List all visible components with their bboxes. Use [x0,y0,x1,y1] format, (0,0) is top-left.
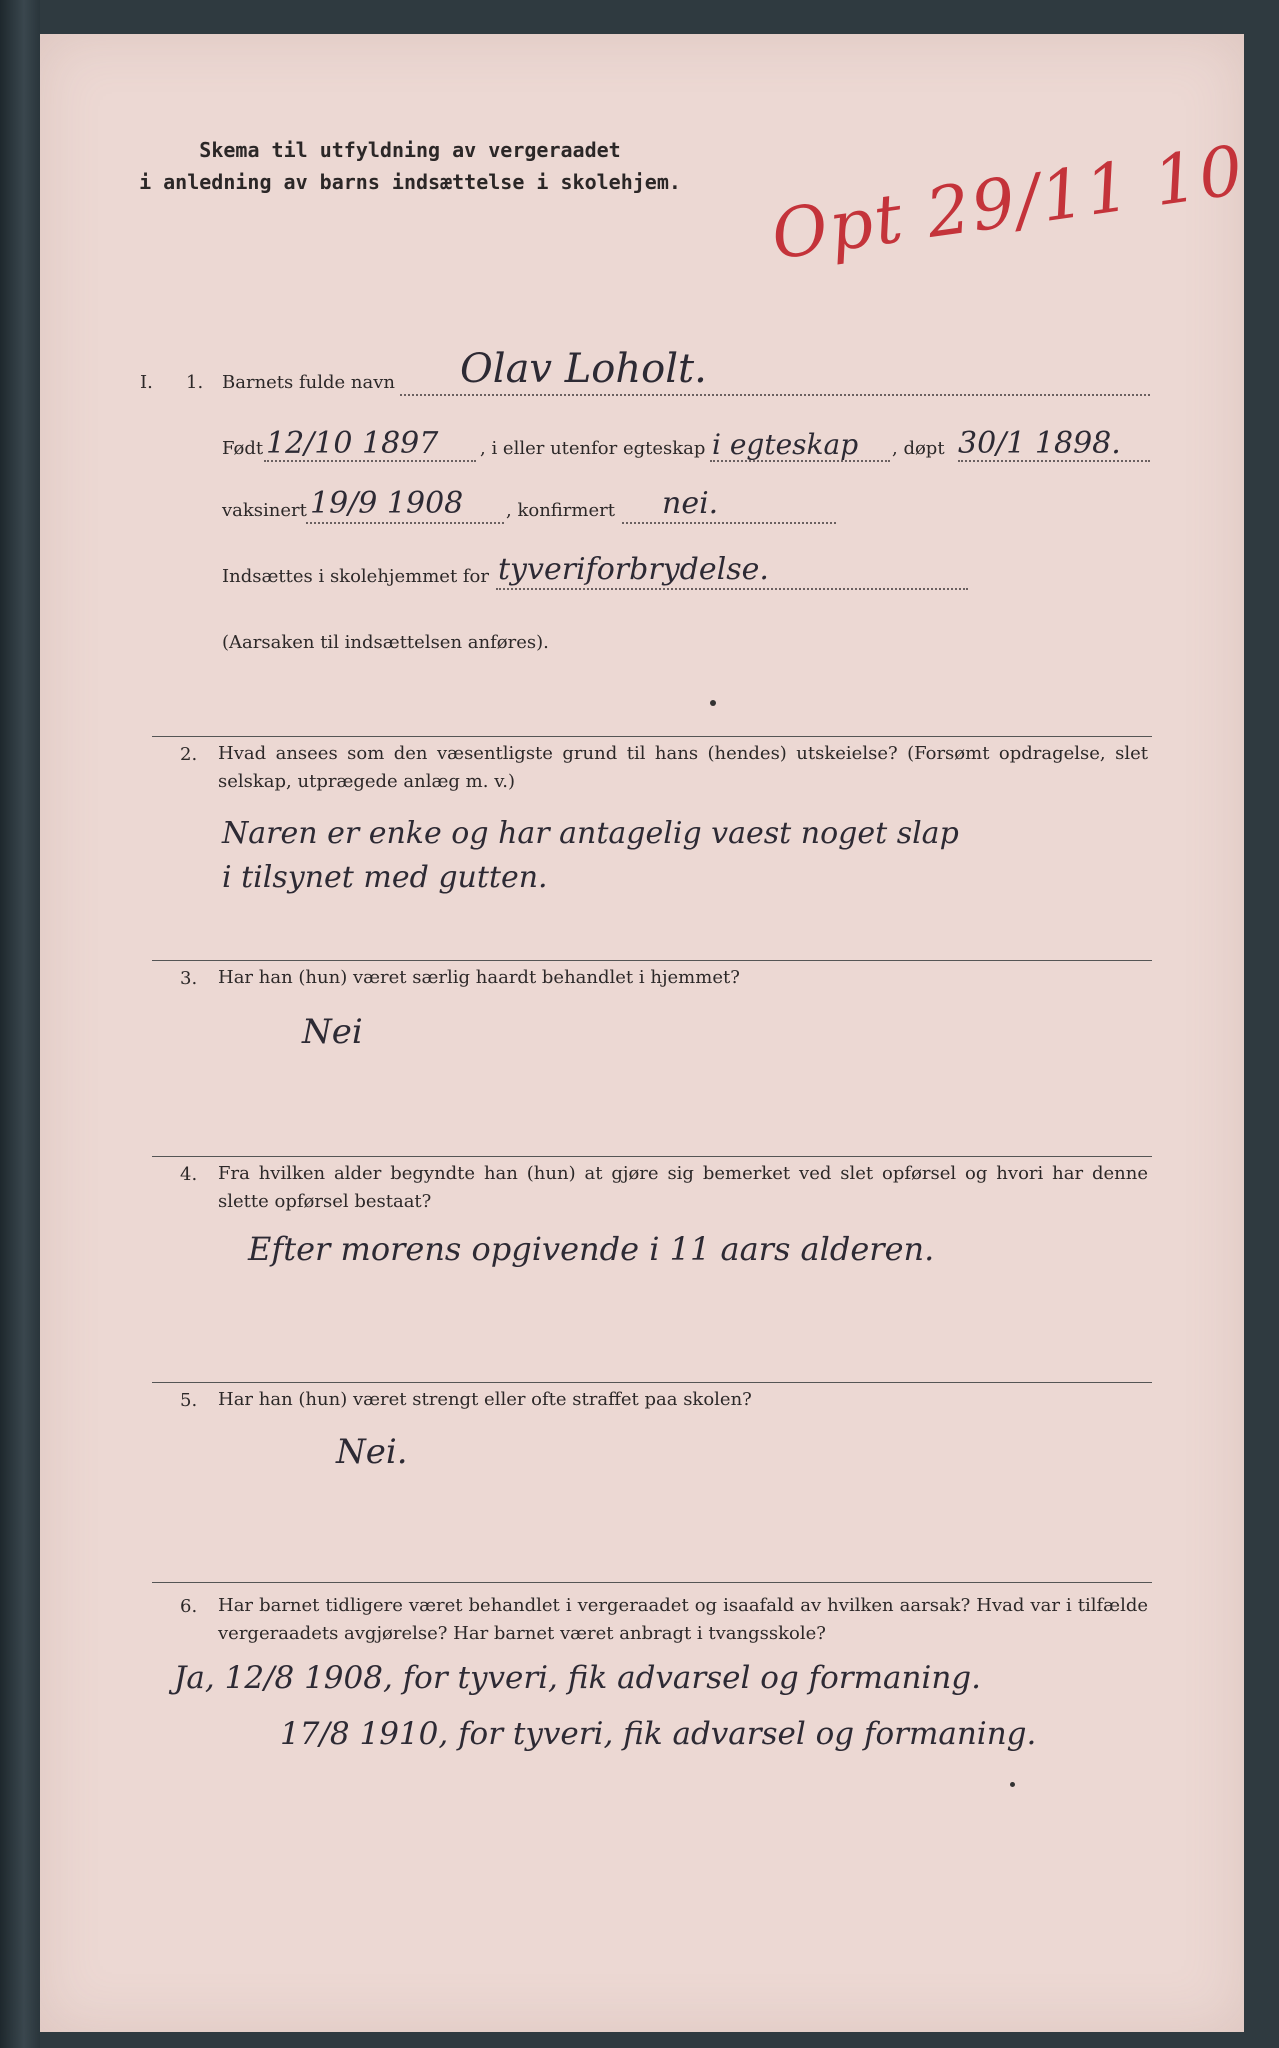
ink-dot [710,700,716,706]
title-line-2: i anledning av barns indsættelse i skolehjem. [139,170,681,194]
born-value: 12/10 1897 [266,426,439,461]
baptized-value: 30/1 1898. [958,426,1121,461]
question-4-number: 4. [180,1164,198,1185]
divider-3 [152,1156,1152,1157]
confirmed-value: nei. [662,486,719,521]
question-3-number: 3. [180,968,198,989]
title-line-1: Skema til utfyldning av vergeraadet [199,138,621,162]
section-roman: I. [140,372,153,393]
marital-line [710,460,890,462]
form-sheet [40,34,1250,2032]
question-4-text: Fra hvilken alder begyndte han (hun) at gjøre sig bemerket ved slet opførsel og hvori har denne slette opførsel bestaat? [218,1163,1148,1212]
baptized-label: , døpt [892,438,945,459]
question-6-text: Har barnet tidligere været behandlet i vergeraadet og isaafald av hvilken aarsak? Hvad var i tilfælde vergeraadets avgjørelse? Har barnet været anbragt i tvangsskole? [218,1595,1148,1644]
born-line [264,460,476,462]
reason-note: (Aarsaken til indsættelsen anføres). [222,632,549,653]
question-2-answer-line-1: Naren er enke og har antagelig vaest noget slap [222,816,959,851]
question-1-number: 1. [186,372,204,393]
question-4-answer: Efter morens opgivende i 11 aars alderen. [248,1230,935,1268]
ink-dot-2 [1010,1782,1015,1787]
form-title [130,134,690,198]
placed-value: tyveriforbrydelse. [498,552,769,587]
red-date-annotation: Opt 29/11 10 [766,131,1250,276]
divider-5 [152,1582,1152,1583]
divider-2 [152,960,1152,961]
confirmed-label: , konfirmert [506,500,615,521]
binding-edge [0,0,40,2048]
question-3-answer: Nei [302,1012,363,1052]
born-label: Født [222,438,264,459]
marital-value: i egteskap [712,428,859,461]
vaccinated-line [306,522,504,524]
vaccinated-label: vaksinert [222,500,307,521]
question-2-number: 2. [180,744,198,765]
baptized-line [958,460,1150,462]
divider-4 [152,1382,1152,1383]
question-5-number: 5. [180,1390,198,1411]
question-2-answer-line-2: i tilsynet med gutten. [222,860,548,895]
name-line [400,394,1150,396]
question-5-text: Har han (hun) været strengt eller ofte straffet paa skolen? [218,1389,752,1410]
name-label: Barnets fulde navn [222,372,395,393]
question-6-answer-line-1: Ja, 12/8 1908, for tyveri, fik advarsel og formaning. [174,1660,981,1696]
confirmed-line [622,522,836,524]
question-6-answer-line-2: 17/8 1910, for tyveri, fik advarsel og formaning. [280,1716,1037,1752]
placed-label: Indsættes i skolehjemmet for [222,566,490,587]
divider-1 [152,736,1152,737]
question-3-text: Har han (hun) været særlig haardt behandlet i hjemmet? [218,967,740,988]
question-2-text: Hvad ansees som den væsentligste grund til hans (hendes) utskeielse? (Forsømt opdragelse, slet selskap, utprægede anlæg m. v.) [218,743,1148,792]
vaccinated-value: 19/9 1908 [310,486,464,521]
question-5-answer: Nei. [336,1432,408,1472]
question-6-number: 6. [180,1596,198,1617]
name-value: Olav Loholt. [460,346,707,392]
placed-line [496,588,968,590]
marital-label: , i eller utenfor egteskap [480,438,706,459]
